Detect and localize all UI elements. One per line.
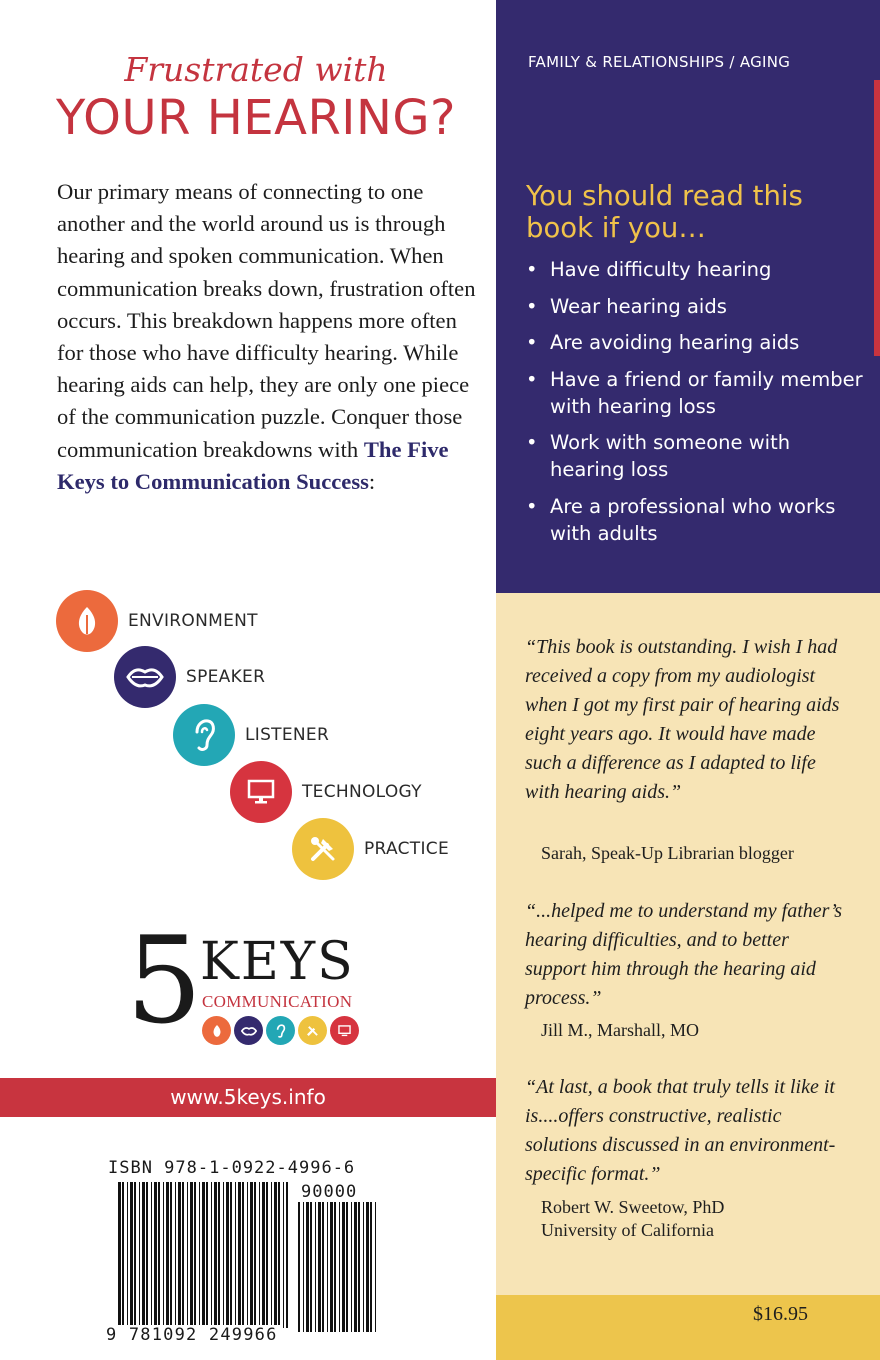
ean-digits: 9 781092 249966 [106,1325,278,1345]
testimonial-attribution: Jill M., Marshall, MO [541,1020,700,1040]
intro-colon: : [368,468,376,494]
key-label: LISTENER [245,725,330,745]
testimonial-attribution: Robert W. Sweetow, PhD University of California [541,1197,725,1240]
5keys-logo [126,912,376,1051]
list-item: • Work with someone with hearing loss [526,429,866,483]
ear-icon [173,704,235,766]
list-item: • Wear hearing aids [526,293,866,320]
price: $16.95 [753,1303,808,1325]
list-item: • Are avoiding hearing aids [526,329,866,356]
monitor-icon [330,1016,359,1045]
headline-line2: YOUR HEARING? [55,90,457,146]
intro-paragraph [57,176,477,498]
right-panel [496,0,880,1360]
headline-line1: Frustrated with [124,50,388,89]
audience-list [526,256,866,556]
key-practice [292,818,449,880]
barcode-addon-bars [298,1202,376,1332]
intro-text: Our primary means of connecting to one another and the world around us is through hearing and spoken communication. When communication breaks down, frustration often occurs. This breakdown happens more often for those who have difficulty hearing. While hearing aids can help, they are only one piece of the communication puzzle. Conquer those communication breakdowns with [57,179,476,462]
logo-word: KEYS [200,932,355,992]
testimonial-quote: “...helped me to understand my father’s hearing difficulties, and to better support him through the hearing aid process.” [525,900,843,1009]
testimonials-panel [496,593,880,1295]
should-read-heading: You should read this book if you… [526,180,803,244]
barcode-addon-number: 90000 [301,1182,358,1202]
category-label: FAMILY & RELATIONSHIPS / AGING [528,53,791,71]
logo-subtitle: COMMUNICATION [202,992,353,1011]
logo-number: 5 [126,912,203,1051]
key-label: TECHNOLOGY [302,782,422,802]
intro-emphasis: The Five Keys to Communication Success [57,436,449,494]
key-label: ENVIRONMENT [128,611,258,631]
key-label: PRACTICE [364,839,449,859]
isbn-label: ISBN 978-1-0922-4996-6 [108,1158,356,1178]
price-bar [496,1295,880,1360]
list-item: • Are a professional who works with adults [526,493,866,547]
key-listener [173,704,329,766]
key-speaker [114,646,265,708]
barcode [104,1158,392,1348]
tools-icon [298,1016,327,1045]
testimonial-attribution: Sarah, Speak-Up Librarian blogger [541,843,794,863]
logo-icon-row [202,1016,359,1045]
website-bar: www.5keys.info [0,1078,496,1117]
monitor-icon [230,761,292,823]
list-item: • Have a friend or family member with hearing loss [526,366,866,420]
testimonial-quote: “At last, a book that truly tells it like it is....offers constructive, realistic solutions discussed in an environment-specific format.” [525,1076,836,1185]
testimonial-quote: “This book is outstanding. I wish I had received a copy from my audiologist when I got my first pair of hearing aids eight years ago. It would have made such a difference as I adapted to life with hearing aids.” [525,636,840,803]
list-item: • Have difficulty hearing [526,256,866,283]
lips-icon [234,1016,263,1045]
audience-panel [496,0,880,593]
leaf-icon [202,1016,231,1045]
spine-accent [874,80,880,356]
key-technology [230,761,422,823]
ear-icon [266,1016,295,1045]
key-label: SPEAKER [186,667,266,687]
key-environment [56,590,258,652]
barcode-main-bars [118,1182,288,1328]
leaf-icon [56,590,118,652]
lips-icon [114,646,176,708]
tools-icon [292,818,354,880]
